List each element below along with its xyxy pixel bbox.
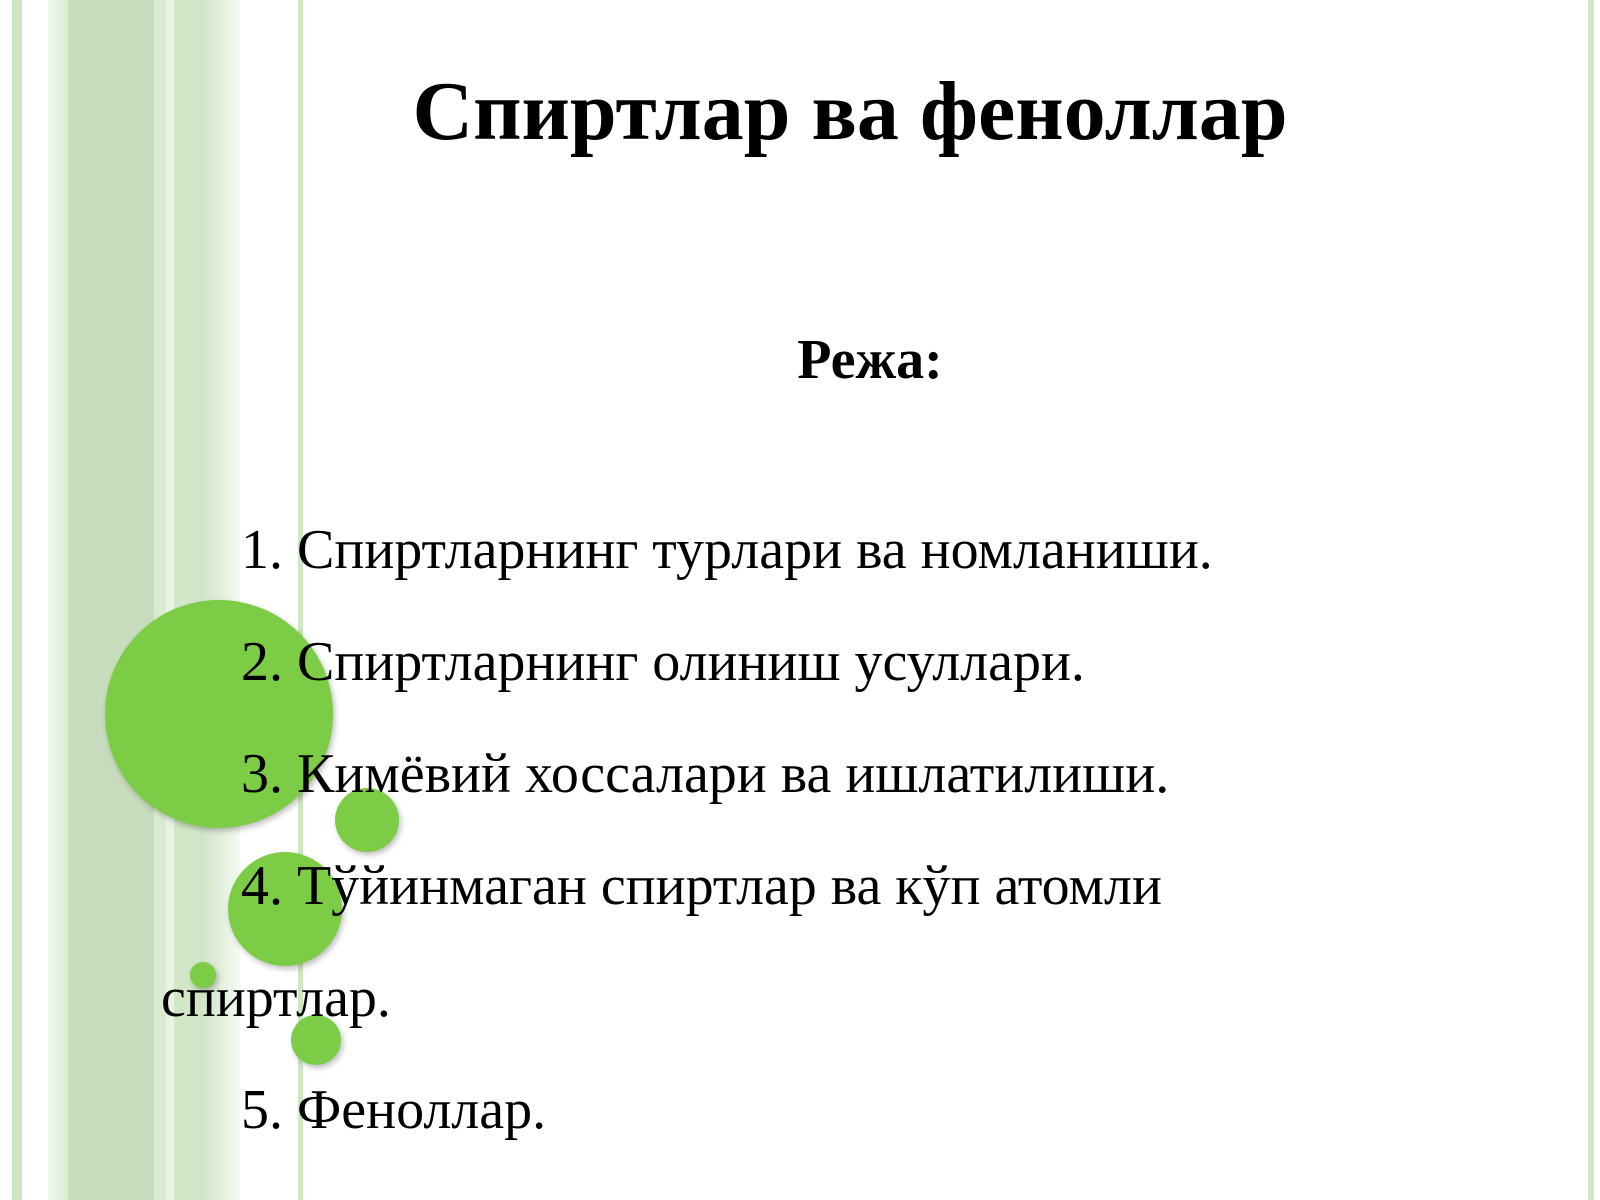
plan-item: 5. Феноллар. xyxy=(241,1079,547,1141)
decorative-stripe xyxy=(1588,0,1594,1200)
slide-title: Спиртлар ва феноллар xyxy=(412,65,1288,158)
plan-item-continuation: спиртлар. xyxy=(161,967,391,1029)
decorative-stripe xyxy=(12,0,22,1200)
decorative-stripe xyxy=(48,0,68,1200)
plan-item: 4. Тўйинмаган спиртлар ва кўп атомли xyxy=(241,855,1162,917)
plan-heading: Режа: xyxy=(797,329,943,391)
plan-item: 1. Спиртларнинг турлари ва номланиши. xyxy=(241,519,1213,581)
plan-item: 3. Кимёвий хоссалари ва ишлатилиши. xyxy=(241,743,1170,805)
decorative-stripe xyxy=(68,0,154,1200)
plan-item: 2. Спиртларнинг олиниш усуллари. xyxy=(241,631,1085,693)
